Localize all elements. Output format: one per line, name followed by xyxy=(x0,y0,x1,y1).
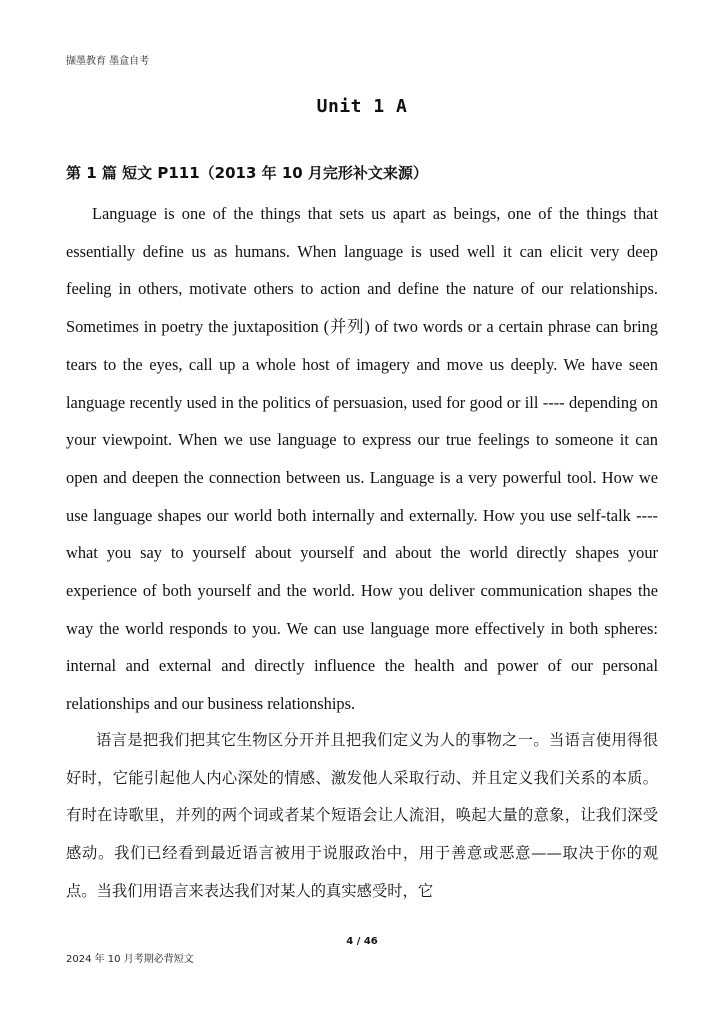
section-heading: 第 1 篇 短文 P111（2013 年 10 月完形补文来源） xyxy=(66,164,428,182)
page-header: 撷墨教育 墨盒自考 xyxy=(66,56,150,67)
page-number: 4 / 46 xyxy=(346,936,378,947)
page-footer: 2024 年 10 月考期必背短文 xyxy=(66,954,194,965)
chinese-translation: 语言是把我们把其它生物区分开并且把我们定义为人的事物之一。当语言使用得很好时，它能引起他人内心深处的情感、激发他人采取行动、并且定义我们关系的本质。有时在诗歌里，并列的两个词或者某个短语会让人流泪，唤起大量的意象，让我们深受感动。我们已经看到最近语言被用于说服政治中，用于善意或恶意——取决于你的观点。当我们用语言来表达我们对某人的真实感受时，它 xyxy=(66,731,658,900)
english-passage: Language is one of the things that sets us apart as beings, one of the things that essentially define us as humans. When language is used well it can elicit very deep feeling in others, motivate others to action and define the nature of our relationships. Sometimes in poetry the juxtaposition (并列) of two words or a certain phrase can bring tears to the eyes, call up a whole host of imagery and move us deeply. We have seen language recently used in the politics of persuasion, used for good or ill ---- depending on your viewpoint. When we use language to express our true feelings to someone it can open and deepen the connection between us. Language is a very powerful tool. How we use language shapes our world both internally and externally. How you use self-talk ---- what you say to yourself about yourself and about the world directly shapes your experience of both yourself and the world. How you deliver communication shapes the way the world responds to you. We can use language more effectively in both spheres: internal and external and directly influence the health and power of our personal relationships and our business relationships. xyxy=(66,204,658,714)
page-title: Unit 1 A xyxy=(316,96,408,117)
